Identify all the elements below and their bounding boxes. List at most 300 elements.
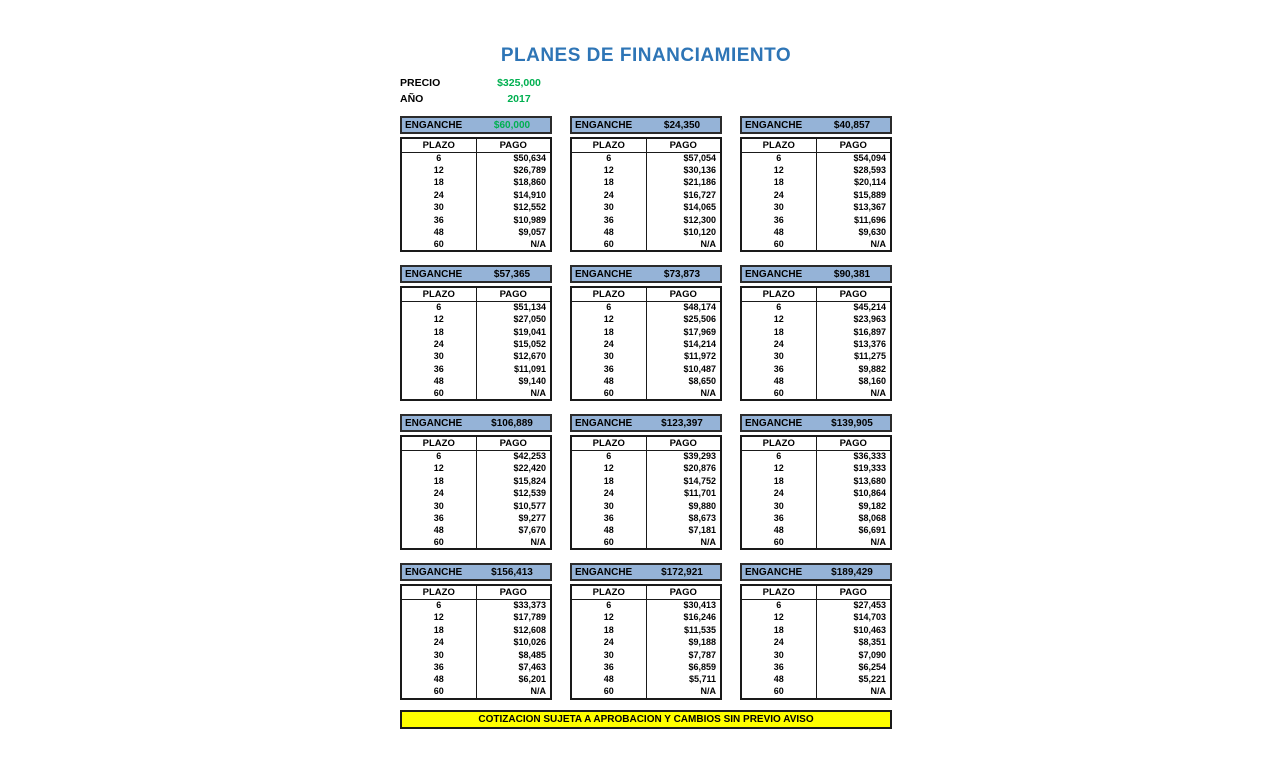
table-row xyxy=(741,164,891,176)
table-row xyxy=(741,152,891,164)
plazo-cell: 36 xyxy=(603,363,614,374)
pago-cell: $50,634 xyxy=(476,152,551,164)
pago-cell: $11,696 xyxy=(816,214,891,226)
page-title: PLANES DE FINANCIAMIENTO xyxy=(500,45,792,66)
table-row xyxy=(741,537,891,549)
pago-cell: $7,181 xyxy=(646,525,721,537)
table-row xyxy=(401,314,551,326)
plazo-cell: 48 xyxy=(433,525,444,536)
table-row xyxy=(571,637,721,649)
table-row xyxy=(741,512,891,524)
plan-table xyxy=(740,584,892,699)
plazo-cell: 36 xyxy=(773,363,784,374)
plazo-cell: 24 xyxy=(603,488,614,499)
plazo-cell: 18 xyxy=(603,177,614,188)
table-row xyxy=(571,500,721,512)
plazo-cell: 12 xyxy=(433,612,444,623)
plazo-cell: 30 xyxy=(603,500,614,511)
pago-cell: $13,376 xyxy=(816,338,891,350)
enganche-label: ENGANCHE xyxy=(745,566,803,578)
pago-cell: $10,463 xyxy=(816,624,891,636)
plazo-cell: 6 xyxy=(436,600,442,611)
table-row xyxy=(571,338,721,350)
pago-cell: $22,420 xyxy=(476,463,551,475)
pago-column-header: PAGO xyxy=(816,436,891,450)
plazo-cell: 36 xyxy=(603,662,614,673)
plazo-cell: 36 xyxy=(433,512,444,523)
pago-cell: $33,373 xyxy=(476,599,551,611)
enganche-value: $90,381 xyxy=(833,268,871,280)
table-row xyxy=(741,214,891,226)
pago-cell: $8,160 xyxy=(816,375,891,387)
plazo-cell: 12 xyxy=(603,165,614,176)
pago-cell: $27,050 xyxy=(476,314,551,326)
financing-sheet xyxy=(400,45,892,729)
plazo-cell: 48 xyxy=(603,376,614,387)
pago-cell: N/A xyxy=(476,537,551,549)
pago-cell: N/A xyxy=(816,537,891,549)
pago-cell: $10,487 xyxy=(646,363,721,375)
plazo-cell: 18 xyxy=(433,475,444,486)
enganche-header xyxy=(400,116,552,134)
table-row xyxy=(571,189,721,201)
pago-cell: N/A xyxy=(646,686,721,698)
pago-cell: $12,670 xyxy=(476,351,551,363)
plazo-cell: 36 xyxy=(773,662,784,673)
table-row xyxy=(741,525,891,537)
enganche-label: ENGANCHE xyxy=(405,119,463,131)
pago-column-header: PAGO xyxy=(476,287,551,301)
plazo-cell: 60 xyxy=(603,238,614,249)
pago-cell: $13,367 xyxy=(816,202,891,214)
table-row xyxy=(571,375,721,387)
pago-cell: $10,989 xyxy=(476,214,551,226)
plazo-cell: 36 xyxy=(603,214,614,225)
pago-cell: $30,413 xyxy=(646,599,721,611)
plazo-cell: 18 xyxy=(603,326,614,337)
plazo-cell: 48 xyxy=(603,674,614,685)
plan-card xyxy=(570,116,722,252)
table-row xyxy=(401,164,551,176)
table-row xyxy=(741,612,891,624)
pago-cell: $9,277 xyxy=(476,512,551,524)
pago-column-header: PAGO xyxy=(646,436,721,450)
table-row xyxy=(401,537,551,549)
table-row xyxy=(571,674,721,686)
table-row xyxy=(741,388,891,400)
plazo-cell: 36 xyxy=(773,512,784,523)
pago-cell: $16,246 xyxy=(646,612,721,624)
pago-cell: N/A xyxy=(476,388,551,400)
pago-cell: N/A xyxy=(646,239,721,251)
plazo-cell: 6 xyxy=(606,600,612,611)
pago-column-header: PAGO xyxy=(646,585,721,599)
pago-cell: $42,253 xyxy=(476,450,551,462)
table-row xyxy=(401,512,551,524)
pago-cell: $36,333 xyxy=(816,450,891,462)
plazo-cell: 48 xyxy=(603,525,614,536)
pago-cell: $7,670 xyxy=(476,525,551,537)
plazo-cell: 60 xyxy=(603,388,614,399)
plazo-cell: 24 xyxy=(433,189,444,200)
pago-cell: $48,174 xyxy=(646,301,721,313)
plazo-cell: 12 xyxy=(603,463,614,474)
plazo-cell: 24 xyxy=(773,637,784,648)
plazo-cell: 60 xyxy=(773,537,784,548)
table-row xyxy=(571,152,721,164)
pago-cell: N/A xyxy=(476,239,551,251)
plazo-cell: 18 xyxy=(433,624,444,635)
table-row xyxy=(401,463,551,475)
plan-table-header-row xyxy=(571,287,721,301)
table-row xyxy=(401,612,551,624)
plan-table xyxy=(570,584,722,699)
table-row xyxy=(571,301,721,313)
enganche-value: $24,350 xyxy=(663,119,701,131)
enganche-header xyxy=(740,116,892,134)
table-row xyxy=(401,475,551,487)
plazo-cell: 18 xyxy=(603,624,614,635)
pago-cell: $54,094 xyxy=(816,152,891,164)
plazo-column-header: PLAZO xyxy=(741,138,816,152)
table-row xyxy=(401,202,551,214)
plazo-cell: 18 xyxy=(773,326,784,337)
plazo-cell: 12 xyxy=(603,612,614,623)
pago-cell: $12,300 xyxy=(646,214,721,226)
table-row xyxy=(401,301,551,313)
pago-cell: $25,506 xyxy=(646,314,721,326)
table-row xyxy=(571,177,721,189)
plan-table xyxy=(740,286,892,401)
table-row xyxy=(741,326,891,338)
plazo-cell: 18 xyxy=(433,177,444,188)
precio-value: $325,000 xyxy=(497,77,541,89)
plazo-cell: 48 xyxy=(773,674,784,685)
plazo-cell: 6 xyxy=(606,451,612,462)
plazo-cell: 60 xyxy=(773,686,784,697)
pago-cell: $8,650 xyxy=(646,375,721,387)
plazo-cell: 6 xyxy=(776,600,782,611)
plazo-cell: 12 xyxy=(433,165,444,176)
table-row xyxy=(571,226,721,238)
pago-cell: $17,789 xyxy=(476,612,551,624)
plan-card xyxy=(400,265,552,401)
pago-cell: $9,057 xyxy=(476,226,551,238)
plazo-cell: 24 xyxy=(433,637,444,648)
plan-card xyxy=(400,116,552,252)
plazo-cell: 6 xyxy=(776,302,782,313)
anio-label: AÑO xyxy=(400,93,424,105)
plazo-cell: 12 xyxy=(603,314,614,325)
enganche-header xyxy=(570,265,722,283)
plazo-cell: 18 xyxy=(773,475,784,486)
pago-cell: $11,091 xyxy=(476,363,551,375)
pago-column-header: PAGO xyxy=(646,287,721,301)
plazo-cell: 12 xyxy=(433,463,444,474)
table-row xyxy=(571,686,721,698)
plazo-cell: 60 xyxy=(433,686,444,697)
pago-cell: $45,214 xyxy=(816,301,891,313)
plan-card xyxy=(400,414,552,550)
enganche-label: ENGANCHE xyxy=(575,268,633,280)
table-row xyxy=(401,177,551,189)
enganche-header xyxy=(740,563,892,581)
table-row xyxy=(401,649,551,661)
pago-cell: $14,752 xyxy=(646,475,721,487)
plazo-cell: 6 xyxy=(436,152,442,163)
table-row xyxy=(401,450,551,462)
table-row xyxy=(741,674,891,686)
plan-table xyxy=(570,435,722,550)
pago-cell: $12,608 xyxy=(476,624,551,636)
plazo-cell: 60 xyxy=(603,537,614,548)
plazo-column-header: PLAZO xyxy=(571,436,646,450)
table-row xyxy=(571,612,721,624)
pago-cell: $8,068 xyxy=(816,512,891,524)
table-row xyxy=(401,152,551,164)
plan-card xyxy=(740,414,892,550)
table-row xyxy=(741,637,891,649)
plan-card xyxy=(740,116,892,252)
enganche-value: $40,857 xyxy=(833,119,871,131)
table-row xyxy=(401,338,551,350)
plazo-cell: 36 xyxy=(433,363,444,374)
pago-cell: $16,727 xyxy=(646,189,721,201)
pago-cell: $9,630 xyxy=(816,226,891,238)
plazo-cell: 30 xyxy=(773,202,784,213)
table-row xyxy=(571,512,721,524)
table-row xyxy=(401,637,551,649)
pago-cell: $39,293 xyxy=(646,450,721,462)
plazo-column-header: PLAZO xyxy=(401,138,476,152)
table-row xyxy=(401,363,551,375)
table-row xyxy=(401,487,551,499)
table-row xyxy=(741,338,891,350)
pago-cell: $5,221 xyxy=(816,674,891,686)
plan-table-header-row xyxy=(401,287,551,301)
plazo-cell: 12 xyxy=(773,314,784,325)
table-row xyxy=(401,375,551,387)
enganche-label: ENGANCHE xyxy=(745,268,803,280)
pago-cell: $9,882 xyxy=(816,363,891,375)
pago-cell: $51,134 xyxy=(476,301,551,313)
enganche-value: $156,413 xyxy=(491,566,533,578)
pago-cell: $8,351 xyxy=(816,637,891,649)
table-row xyxy=(741,649,891,661)
plan-table-header-row xyxy=(571,436,721,450)
table-row xyxy=(741,363,891,375)
plans-grid xyxy=(400,116,892,700)
plazo-column-header: PLAZO xyxy=(741,436,816,450)
table-row xyxy=(401,326,551,338)
table-row xyxy=(571,661,721,673)
plan-table xyxy=(400,435,552,550)
table-row xyxy=(741,661,891,673)
enganche-label: ENGANCHE xyxy=(405,566,463,578)
pago-column-header: PAGO xyxy=(816,287,891,301)
plan-table-header-row xyxy=(401,138,551,152)
plazo-cell: 36 xyxy=(433,214,444,225)
plazo-cell: 48 xyxy=(433,376,444,387)
plazo-cell: 18 xyxy=(433,326,444,337)
plan-table xyxy=(570,137,722,252)
plazo-column-header: PLAZO xyxy=(401,585,476,599)
pago-cell: $9,880 xyxy=(646,500,721,512)
pago-cell: $6,691 xyxy=(816,525,891,537)
table-row xyxy=(571,463,721,475)
table-row xyxy=(741,351,891,363)
plazo-cell: 24 xyxy=(603,338,614,349)
enganche-value: $189,429 xyxy=(831,566,873,578)
pago-column-header: PAGO xyxy=(816,138,891,152)
table-row xyxy=(741,463,891,475)
pago-cell: $18,860 xyxy=(476,177,551,189)
plazo-cell: 60 xyxy=(603,686,614,697)
plan-table-header-row xyxy=(571,138,721,152)
pago-cell: $19,333 xyxy=(816,463,891,475)
plan-table-header-row xyxy=(741,287,891,301)
table-row xyxy=(741,686,891,698)
table-row xyxy=(401,674,551,686)
enganche-header xyxy=(400,265,552,283)
precio-row xyxy=(400,77,892,93)
plazo-cell: 24 xyxy=(433,338,444,349)
table-row xyxy=(401,226,551,238)
table-row xyxy=(571,450,721,462)
table-row xyxy=(571,537,721,549)
plazo-cell: 30 xyxy=(773,500,784,511)
plazo-cell: 18 xyxy=(773,177,784,188)
enganche-value: $123,397 xyxy=(661,417,703,429)
plan-table xyxy=(570,286,722,401)
pago-cell: N/A xyxy=(646,388,721,400)
enganche-label: ENGANCHE xyxy=(575,566,633,578)
plan-table-header-row xyxy=(741,436,891,450)
pago-cell: $5,711 xyxy=(646,674,721,686)
table-row xyxy=(571,525,721,537)
plazo-cell: 48 xyxy=(773,376,784,387)
enganche-value: $106,889 xyxy=(491,417,533,429)
plazo-cell: 30 xyxy=(433,202,444,213)
table-row xyxy=(571,202,721,214)
table-row xyxy=(571,326,721,338)
plan-card xyxy=(400,563,552,699)
plazo-column-header: PLAZO xyxy=(401,287,476,301)
plazo-cell: 30 xyxy=(433,649,444,660)
pago-cell: $7,787 xyxy=(646,649,721,661)
table-row xyxy=(401,686,551,698)
plazo-cell: 12 xyxy=(773,612,784,623)
pago-cell: $21,186 xyxy=(646,177,721,189)
plazo-cell: 60 xyxy=(773,238,784,249)
plazo-cell: 24 xyxy=(773,189,784,200)
pago-cell: N/A xyxy=(816,239,891,251)
plazo-cell: 6 xyxy=(606,152,612,163)
table-row xyxy=(571,649,721,661)
table-row xyxy=(401,214,551,226)
table-row xyxy=(571,239,721,251)
pago-cell: $10,864 xyxy=(816,487,891,499)
table-row xyxy=(741,301,891,313)
plazo-cell: 30 xyxy=(603,351,614,362)
plazo-column-header: PLAZO xyxy=(571,287,646,301)
table-row xyxy=(741,177,891,189)
pago-cell: $7,090 xyxy=(816,649,891,661)
plazo-cell: 48 xyxy=(773,525,784,536)
enganche-header xyxy=(570,116,722,134)
anio-row xyxy=(400,93,892,109)
table-row xyxy=(741,624,891,636)
plazo-cell: 6 xyxy=(776,451,782,462)
enganche-label: ENGANCHE xyxy=(575,417,633,429)
plazo-column-header: PLAZO xyxy=(741,585,816,599)
plan-table-header-row xyxy=(741,138,891,152)
table-row xyxy=(741,487,891,499)
precio-label: PRECIO xyxy=(400,77,441,89)
plan-table-header-row xyxy=(401,436,551,450)
enganche-header xyxy=(740,414,892,432)
table-row xyxy=(741,599,891,611)
table-row xyxy=(571,475,721,487)
pago-cell: N/A xyxy=(816,686,891,698)
table-row xyxy=(401,525,551,537)
table-row xyxy=(571,363,721,375)
pago-cell: N/A xyxy=(476,686,551,698)
plan-table-header-row xyxy=(571,585,721,599)
plazo-cell: 60 xyxy=(433,537,444,548)
plazo-column-header: PLAZO xyxy=(401,436,476,450)
pago-cell: $16,897 xyxy=(816,326,891,338)
plazo-cell: 36 xyxy=(773,214,784,225)
pago-cell: $20,114 xyxy=(816,177,891,189)
enganche-label: ENGANCHE xyxy=(575,119,633,131)
plazo-cell: 48 xyxy=(433,674,444,685)
plan-card xyxy=(570,265,722,401)
pago-cell: $9,182 xyxy=(816,500,891,512)
pago-cell: $12,539 xyxy=(476,487,551,499)
table-row xyxy=(741,475,891,487)
table-row xyxy=(741,239,891,251)
plazo-cell: 18 xyxy=(603,475,614,486)
plan-table xyxy=(740,137,892,252)
plazo-cell: 12 xyxy=(773,463,784,474)
pago-cell: $14,910 xyxy=(476,189,551,201)
plazo-cell: 12 xyxy=(433,314,444,325)
plan-table xyxy=(400,584,552,699)
plazo-cell: 30 xyxy=(433,351,444,362)
plan-table xyxy=(740,435,892,550)
table-row xyxy=(741,189,891,201)
plan-table xyxy=(400,137,552,252)
pago-cell: $10,120 xyxy=(646,226,721,238)
pago-cell: $12,552 xyxy=(476,202,551,214)
pago-cell: $27,453 xyxy=(816,599,891,611)
table-row xyxy=(401,500,551,512)
table-row xyxy=(401,189,551,201)
pago-cell: $10,577 xyxy=(476,500,551,512)
plan-card xyxy=(740,563,892,699)
enganche-value: $139,905 xyxy=(831,417,873,429)
pago-cell: $6,859 xyxy=(646,661,721,673)
plazo-cell: 48 xyxy=(603,227,614,238)
anio-value: 2017 xyxy=(507,93,531,105)
enganche-header xyxy=(570,563,722,581)
pago-cell: $8,673 xyxy=(646,512,721,524)
pago-cell: $26,789 xyxy=(476,164,551,176)
plazo-cell: 6 xyxy=(436,302,442,313)
enganche-value: $172,921 xyxy=(661,566,703,578)
pago-cell: $13,680 xyxy=(816,475,891,487)
